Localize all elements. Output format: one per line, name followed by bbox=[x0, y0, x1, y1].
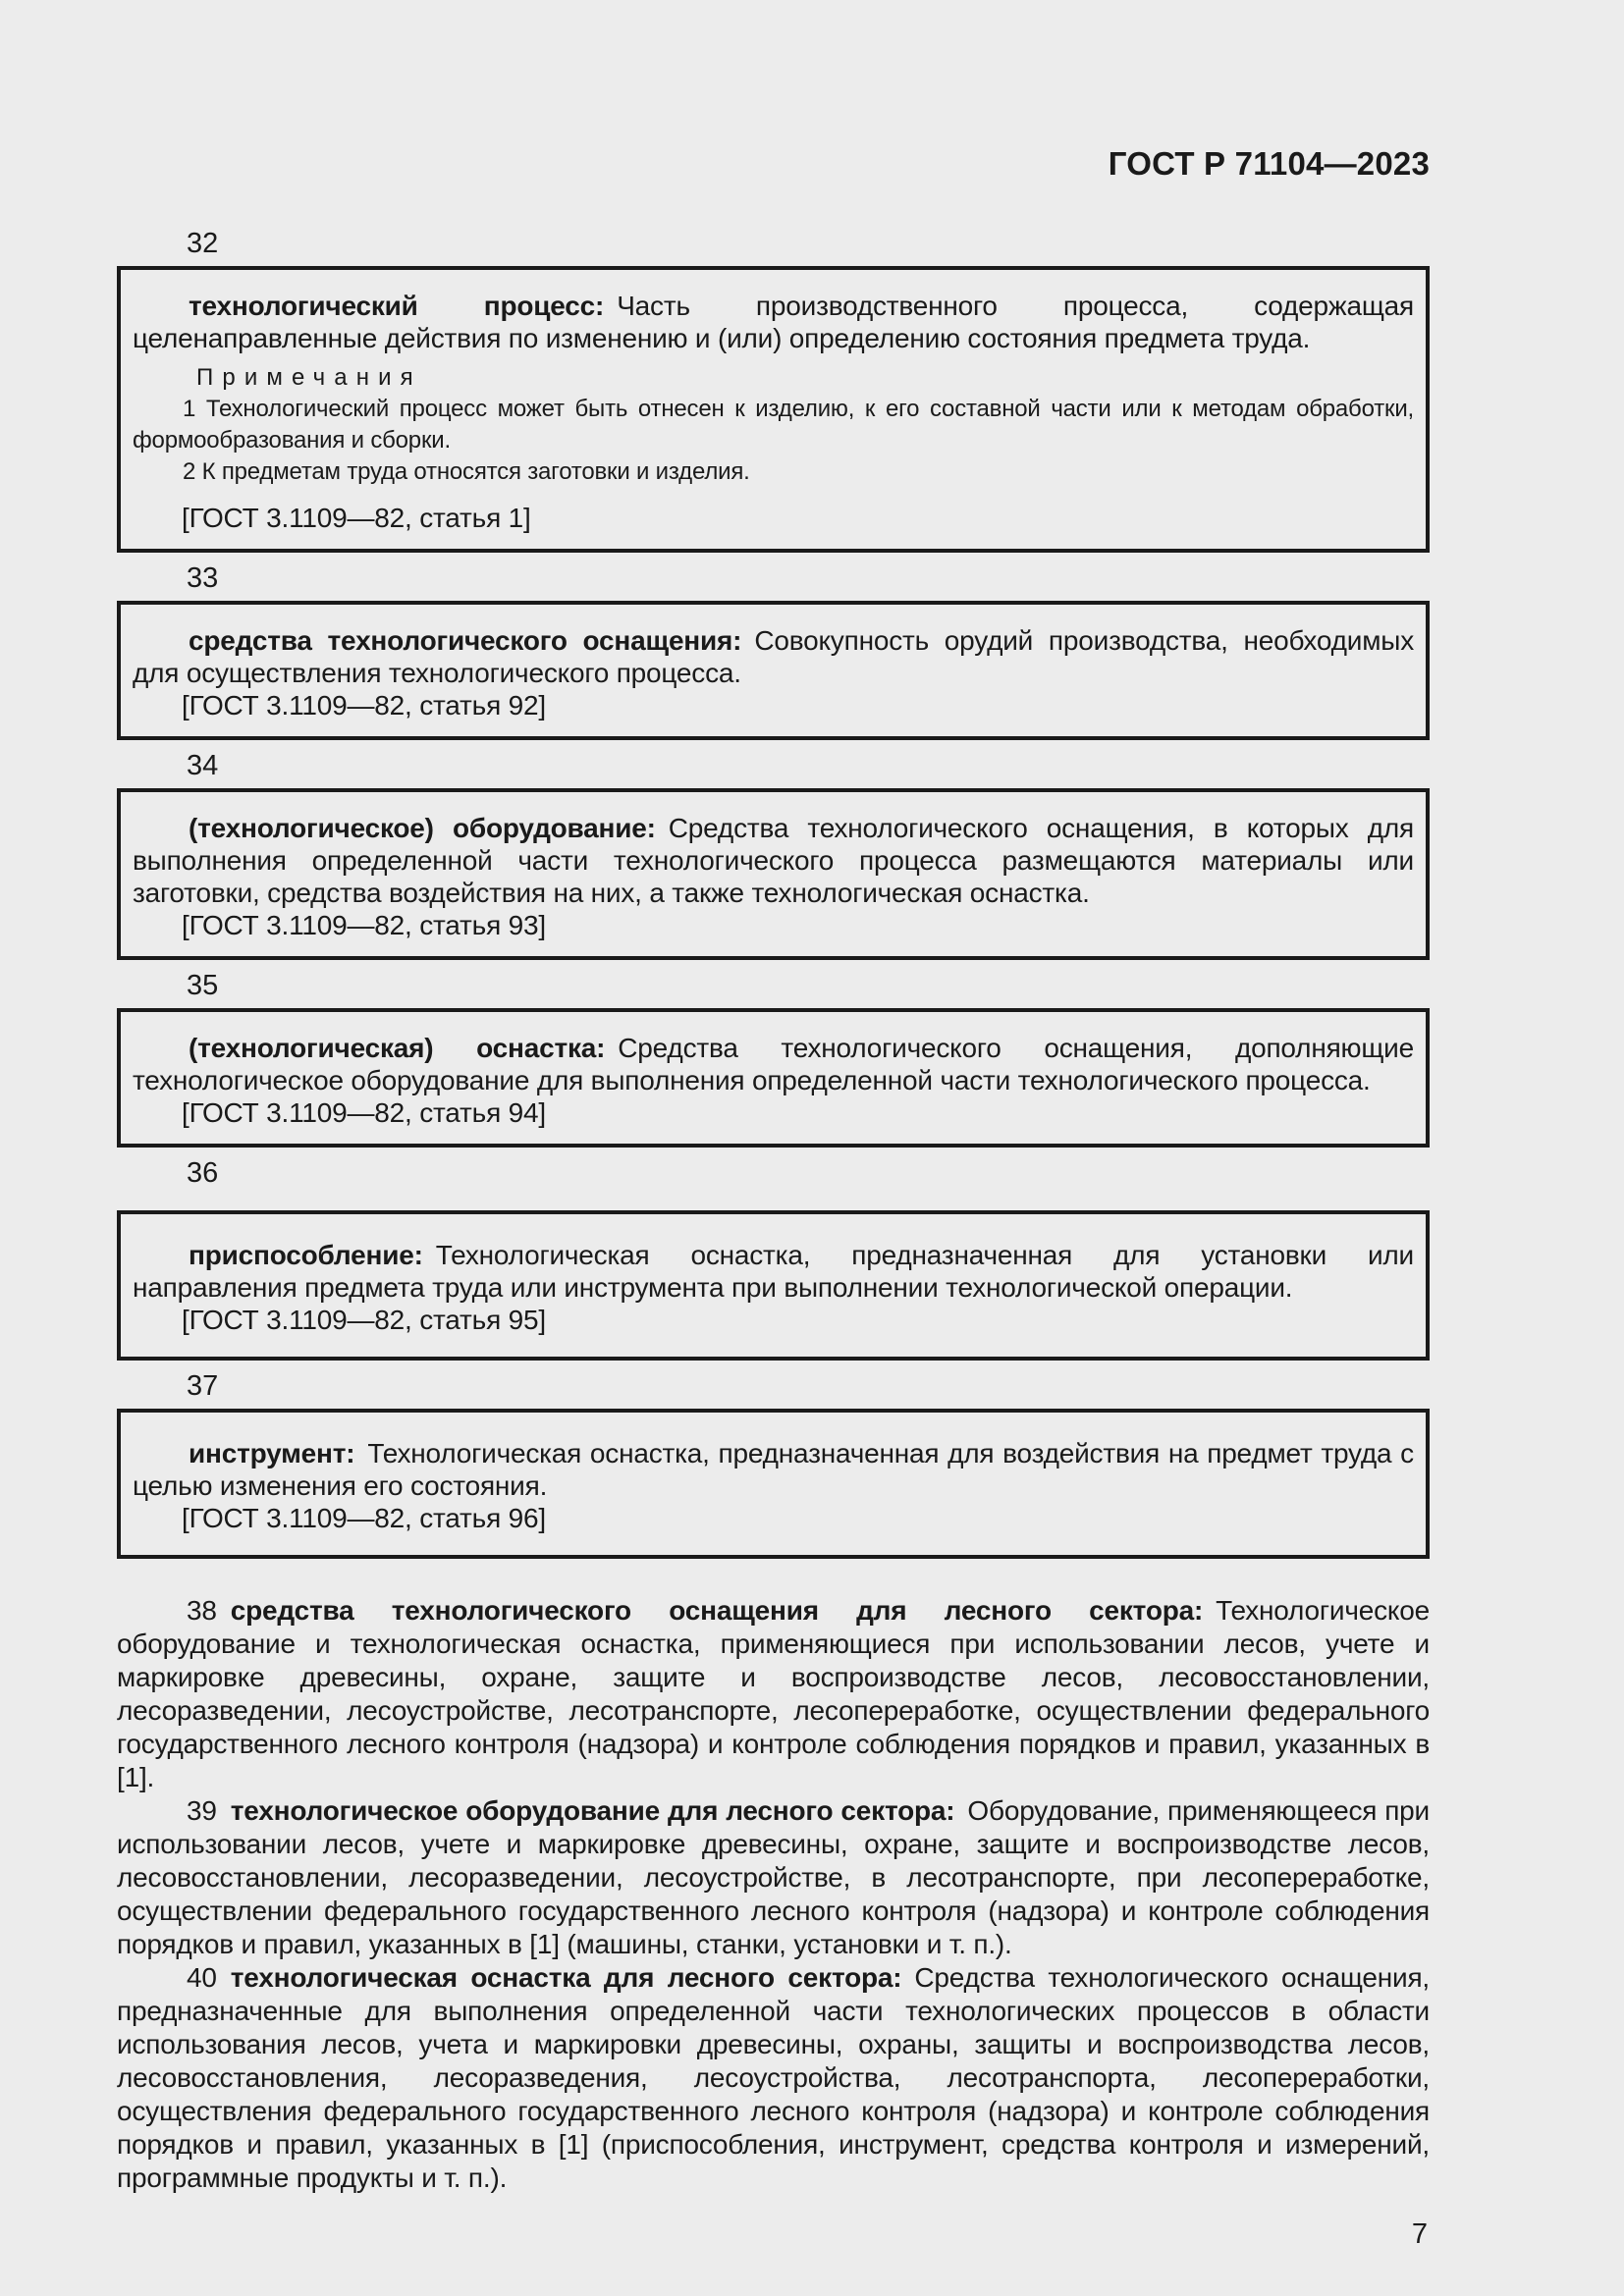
definition-text: Средства технологического оснащения, предназначенные для выполнения определенной части технологических процессов в области использования лесов, учета и маркировки древесины, охраны, защиты и воспроизводства лесов, лесовосстановления, лесоразведения, лесоустройства, лесотранспорта, лесопереработки, осуществления федерального государственного лесного контроля (надзора) и контроле соблюдения порядков и правил, указанных в [1] (приспособления, инструмент, средства контроля и измерений, программные продукты и т. п.). bbox=[117, 1962, 1430, 2193]
definition-text: Совокупность орудий производства, необходимых для осуществления технологического процесса. bbox=[133, 625, 1415, 688]
term-box-37 bbox=[117, 1409, 1430, 1559]
page-number: 7 bbox=[1411, 2218, 1428, 2250]
term-number-36: 36 bbox=[187, 1157, 219, 1189]
source-reference: [ГОСТ 3.1109—82, статья 96] bbox=[182, 1503, 546, 1533]
definition-text: Часть производственного процесса, содержащая целенаправленные действия по изменению и (или) определению состояния предмета труда. bbox=[133, 291, 1414, 353]
term-box-36 bbox=[117, 1210, 1430, 1361]
term-definition bbox=[133, 290, 1414, 354]
term-name: инструмент: bbox=[189, 1438, 355, 1468]
definition-text: Средства технологического оснащения, в которых для выполнения определенной части технологического процесса размещаются материалы или заготовки, средства воздействия на них, а также технологическая оснастка. bbox=[133, 813, 1414, 908]
definition-text: Технологическое оборудование и технологическая оснастка, применяющиеся при использовании лесов, учете и маркировке древесины, охране, защите и воспроизводстве лесов, лесовосстановлении, лесоразведении, лесоустройстве, лесотранспорте, лесопереработке, осуществлении федерального государственного лесного контроля (надзора) и контроле соблюдения порядков и правил, указанных в [1]. bbox=[117, 1595, 1430, 1792]
term-definition bbox=[133, 1239, 1414, 1304]
note-item: 1 Технологический процесс может быть отнесен к изделию, к его составной части или к методам обработки, формообразования и сборки. bbox=[133, 396, 1414, 454]
term-number-40: 40 bbox=[187, 1962, 217, 1993]
term-number-32: 32 bbox=[187, 228, 219, 259]
source-reference: [ГОСТ 3.1109—82, статья 1] bbox=[182, 503, 531, 533]
source-reference: [ГОСТ 3.1109—82, статья 94] bbox=[182, 1097, 546, 1128]
term-paragraph-38 bbox=[117, 1594, 1430, 1794]
term-name: приспособление: bbox=[189, 1240, 423, 1270]
term-number-39: 39 bbox=[187, 1795, 217, 1826]
term-name: (технологическое) оборудование: bbox=[189, 813, 656, 843]
term-definition bbox=[133, 812, 1414, 909]
term-name: средства технологического оснащения: bbox=[189, 625, 742, 656]
note-item: 2 К предметам труда относятся заготовки и изделия. bbox=[183, 458, 750, 485]
definition-text: Технологическая оснастка, предназначенная для установки или направления предмета труда или инструмента при выполнении технологической операции. bbox=[133, 1240, 1414, 1303]
term-paragraph-39 bbox=[117, 1794, 1430, 1961]
term-name: технологический процесс: bbox=[189, 291, 605, 321]
term-name: технологическое оборудование для лесного сектора: bbox=[230, 1795, 955, 1826]
definition-text: Средства технологического оснащения, дополняющие технологическое оборудование для выполнения определенной части технологического процесса. bbox=[133, 1033, 1414, 1095]
notes-block bbox=[133, 362, 1414, 488]
content-column bbox=[117, 0, 1430, 2250]
source-reference: [ГОСТ 3.1109—82, статья 93] bbox=[182, 910, 546, 940]
source-reference: [ГОСТ 3.1109—82, статья 92] bbox=[182, 690, 546, 721]
term-box-35 bbox=[117, 1008, 1430, 1148]
term-number-37: 37 bbox=[187, 1370, 219, 1402]
term-number-35: 35 bbox=[187, 970, 219, 1001]
notes-heading: Примечания bbox=[196, 364, 422, 391]
term-paragraph-40 bbox=[117, 1961, 1430, 2195]
term-number-38: 38 bbox=[187, 1595, 217, 1626]
document-code-header: ГОСТ Р 71104—2023 bbox=[1108, 145, 1430, 182]
term-box-33 bbox=[117, 601, 1430, 740]
source-reference: [ГОСТ 3.1109—82, статья 95] bbox=[182, 1305, 546, 1335]
term-number-33: 33 bbox=[187, 562, 219, 594]
definition-text: Оборудование, применяющееся при использовании лесов, учете и маркировке древесины, охране, защите и воспроизводстве лесов, лесовосстановлении, лесоразведении, лесоустройстве, в лесотранспорте, при лесопереработке, осуществлении федерального государственного лесного контроля (надзора) и контроле соблюдения порядков и правил, указанных в [1] (машины, станки, установки и т. п.). bbox=[117, 1795, 1430, 1959]
term-name: технологическая оснастка для лесного сектора: bbox=[230, 1962, 902, 1993]
term-number-34: 34 bbox=[187, 750, 219, 781]
term-name: средства технологического оснащения для лесного сектора: bbox=[230, 1595, 1204, 1626]
term-definition bbox=[133, 624, 1414, 689]
term-box-34 bbox=[117, 788, 1430, 960]
term-name: (технологическая) оснастка: bbox=[189, 1033, 606, 1063]
term-box-32 bbox=[117, 266, 1430, 553]
term-definition bbox=[133, 1032, 1414, 1096]
term-definition bbox=[133, 1437, 1414, 1502]
definition-text: Технологическая оснастка, предназначенная для воздействия на предмет труда с целью изменения его состояния. bbox=[133, 1438, 1414, 1501]
